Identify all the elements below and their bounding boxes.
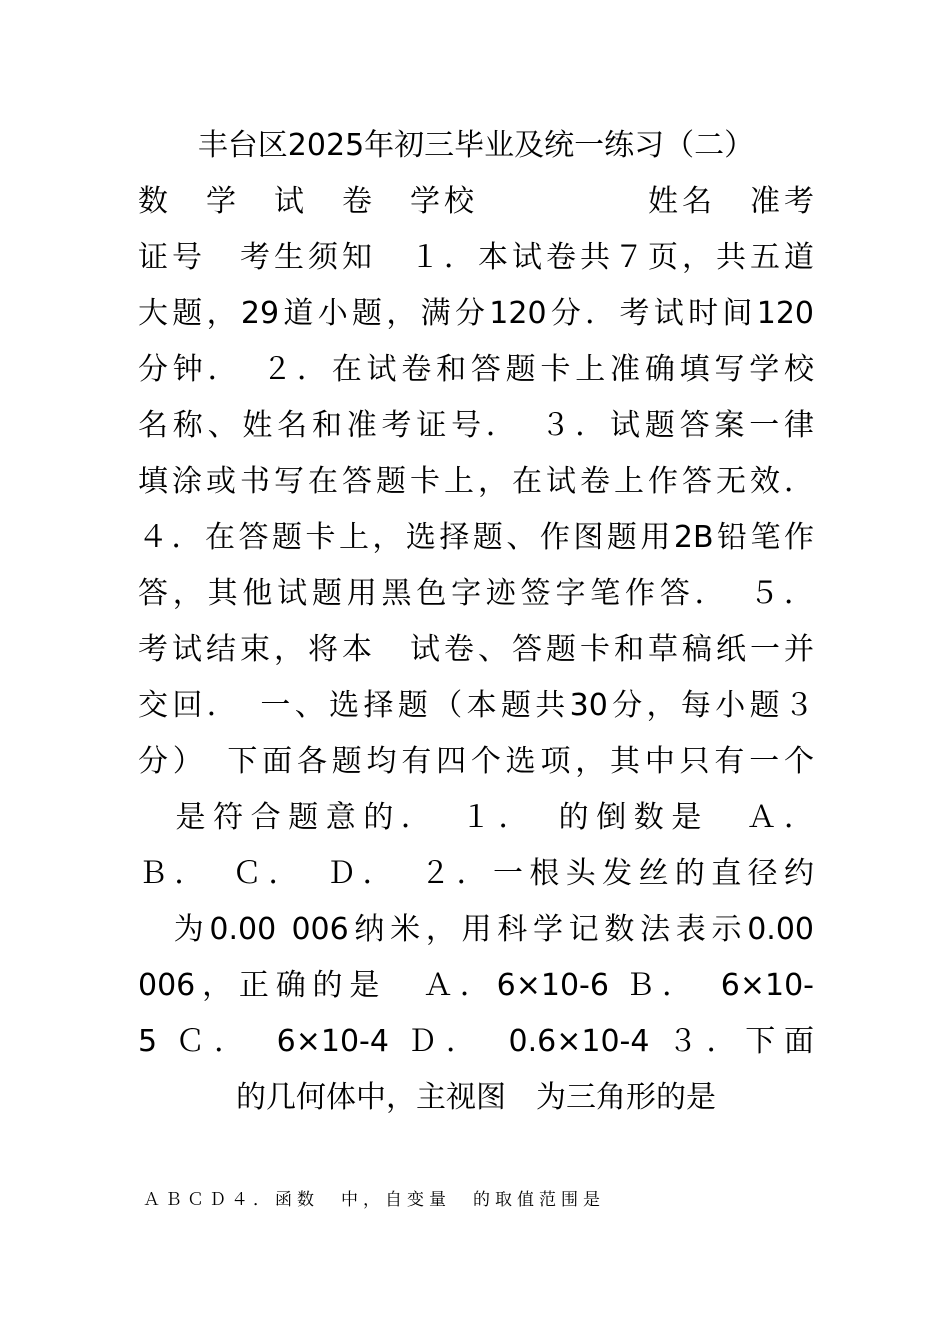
doc-line-5: 分钟． ２．在试卷和答题卡上准确填写学校 <box>138 352 814 387</box>
doc-line-13: 是符合题意的． １． 的倒数是 Ａ． <box>138 800 814 835</box>
doc-line-1: 丰台区2025年初三毕业及统一练习（二） <box>197 128 755 163</box>
doc-footer-line: ＡＢＣＤ４．函数 中，自变量 的取值范围是 <box>143 1190 605 1210</box>
doc-line-7: 填涂或书写在答题卡上，在试卷上作答无效． <box>138 464 814 499</box>
doc-line-12: 分） 下面各题均有四个选项，其中只有一个 <box>138 744 814 779</box>
doc-line-2: 数 学 试 卷 学校 姓名 准考 <box>138 184 814 219</box>
doc-line-9: 答，其他试题用黑色字迹签字笔作答． ５． <box>138 576 814 611</box>
doc-line-17: 5 Ｃ． 6×10-4 Ｄ． 0.6×10-4 ３．下面 <box>138 1024 814 1059</box>
doc-line-3: 证号 考生须知 １．本试卷共７页，共五道 <box>138 240 814 275</box>
doc-line-16: 006，正确的是 Ａ．6×10-6 Ｂ． 6×10- <box>138 968 814 1003</box>
doc-line-10: 考试结束，将本 试卷、答题卡和草稿纸一并 <box>138 632 814 667</box>
doc-line-18: 的几何体中，主视图 为三角形的是 <box>236 1080 716 1115</box>
doc-line-14: Ｂ． Ｃ． Ｄ． ２．一根头发丝的直径约 <box>138 856 814 891</box>
doc-line-8: ４．在答题卡上，选择题、作图题用2B铅笔作 <box>138 520 814 555</box>
doc-line-15: 为0.00 006纳米，用科学记数法表示0.00 <box>138 912 814 947</box>
doc-line-4: 大题，29道小题，满分120分．考试时间120 <box>138 296 814 331</box>
doc-line-11: 交回． 一、选择题（本题共30分，每小题３ <box>138 688 814 723</box>
doc-line-6: 名称、姓名和准考证号． ３．试题答案一律 <box>138 408 814 443</box>
